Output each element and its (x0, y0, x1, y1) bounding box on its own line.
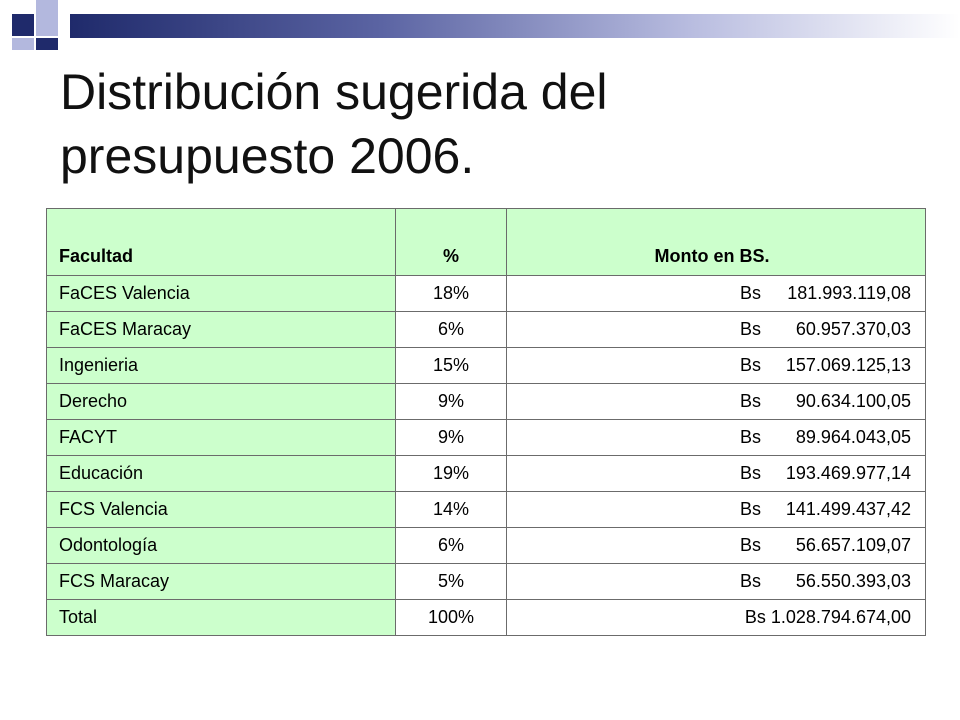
cell-percent: 6% (396, 312, 507, 348)
table-total-row (47, 600, 926, 636)
cell-facultad: Ingenieria (47, 348, 396, 384)
cell-currency: Bs (739, 535, 761, 555)
cell-amount: 60.957.370,03 (795, 319, 911, 339)
cell-currency: Bs (739, 319, 761, 339)
cell-monto (507, 528, 926, 564)
total-amount: 1.028.794.674,00 (770, 607, 911, 627)
cell-percent: 9% (396, 420, 507, 456)
cell-percent: 5% (396, 564, 507, 600)
table-header-row (47, 209, 926, 276)
cell-monto (507, 420, 926, 456)
table-row (47, 276, 926, 312)
cell-percent: 9% (396, 384, 507, 420)
slide-title (60, 60, 920, 188)
total-amount-cell (507, 600, 926, 636)
cell-facultad: Derecho (47, 384, 396, 420)
cell-currency: Bs (739, 355, 761, 375)
cell-facultad: FACYT (47, 420, 396, 456)
cell-currency: Bs (739, 463, 761, 483)
header-facultad: Facultad (47, 209, 396, 276)
cell-monto (507, 348, 926, 384)
cell-currency: Bs (739, 427, 761, 447)
table-row (47, 348, 926, 384)
budget-table (46, 208, 926, 636)
cell-amount: 56.657.109,07 (795, 535, 911, 555)
cell-percent: 6% (396, 528, 507, 564)
total-currency: Bs (744, 607, 766, 627)
header-gradient-bar (70, 14, 960, 38)
corner-square-lavender (36, 0, 58, 14)
header-monto: Monto en BS. (507, 209, 926, 276)
table-row (47, 528, 926, 564)
corner-square-lavender (12, 38, 34, 50)
cell-monto (507, 456, 926, 492)
corner-square-lavender (36, 14, 58, 36)
cell-amount: 181.993.119,08 (787, 283, 911, 303)
corner-square-navy (36, 38, 58, 50)
cell-currency: Bs (739, 283, 761, 303)
header-percent: % (396, 209, 507, 276)
cell-amount: 56.550.393,03 (795, 571, 911, 591)
cell-facultad: Odontología (47, 528, 396, 564)
table-row (47, 312, 926, 348)
cell-percent: 14% (396, 492, 507, 528)
table-row (47, 564, 926, 600)
cell-facultad: FCS Maracay (47, 564, 396, 600)
cell-facultad: FaCES Valencia (47, 276, 396, 312)
cell-amount: 89.964.043,05 (795, 427, 911, 447)
cell-monto (507, 384, 926, 420)
cell-monto (507, 564, 926, 600)
title-line-1: Distribución sugerida del (60, 64, 608, 120)
cell-amount: 90.634.100,05 (795, 391, 911, 411)
cell-amount: 141.499.437,42 (785, 499, 911, 519)
cell-amount: 157.069.125,13 (785, 355, 911, 375)
cell-monto (507, 312, 926, 348)
cell-percent: 18% (396, 276, 507, 312)
table-row (47, 492, 926, 528)
cell-facultad: FaCES Maracay (47, 312, 396, 348)
total-percent: 100% (396, 600, 507, 636)
table-row (47, 456, 926, 492)
corner-square-navy (12, 14, 34, 36)
title-line-2: presupuesto 2006. (60, 128, 475, 184)
cell-currency: Bs (739, 391, 761, 411)
cell-monto (507, 492, 926, 528)
total-label: Total (47, 600, 396, 636)
table-row (47, 384, 926, 420)
cell-facultad: FCS Valencia (47, 492, 396, 528)
cell-currency: Bs (739, 499, 761, 519)
cell-monto (507, 276, 926, 312)
cell-amount: 193.469.977,14 (785, 463, 911, 483)
cell-currency: Bs (739, 571, 761, 591)
cell-percent: 19% (396, 456, 507, 492)
table-row (47, 420, 926, 456)
cell-facultad: Educación (47, 456, 396, 492)
cell-percent: 15% (396, 348, 507, 384)
